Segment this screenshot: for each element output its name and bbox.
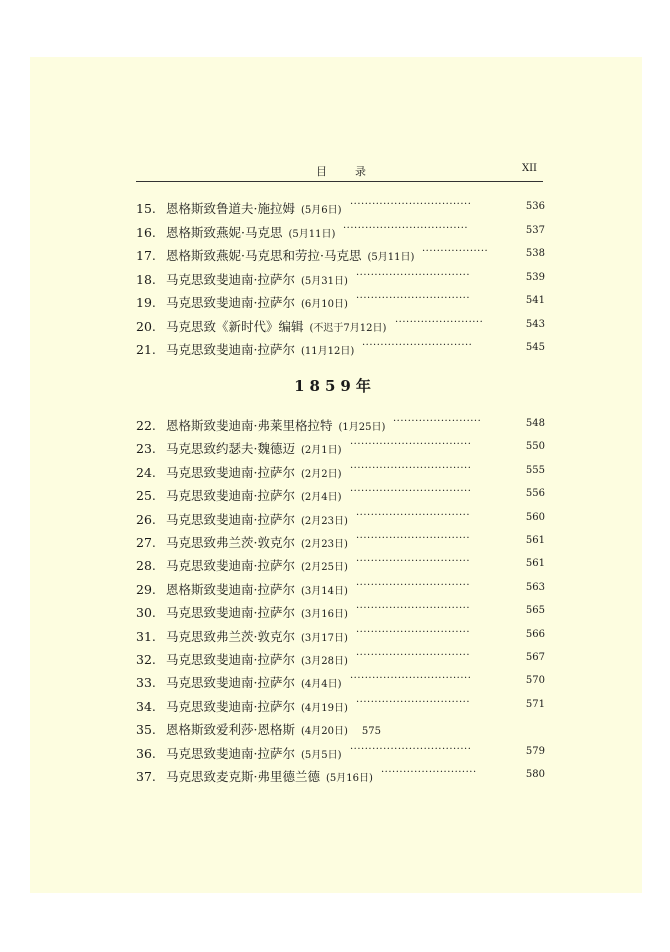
entry-date: (不迟于7月12日)	[309, 322, 387, 334]
entry-title: 马克思致斐迪南·拉萨尔	[166, 511, 295, 527]
toc-entry[interactable]	[136, 510, 545, 530]
entry-date: (5月16日)	[325, 773, 373, 784]
entry-page-number: 548	[525, 418, 545, 429]
entry-page-number: 570	[525, 675, 545, 687]
year-heading: 1859年	[294, 377, 376, 395]
entry-date: (2月25日)	[300, 562, 348, 574]
toc-entry[interactable]	[136, 317, 545, 337]
entry-title: 马克思致斐迪南·拉萨尔	[166, 675, 295, 691]
entry-number: 37.	[136, 769, 156, 784]
entry-date: (3月28日)	[300, 656, 348, 667]
entry-title: 恩格斯致爱利莎·恩格斯	[166, 722, 295, 738]
toc-entry[interactable]	[136, 340, 545, 360]
entry-date: (5月11日)	[367, 252, 415, 263]
entry-number: 29.	[136, 581, 156, 597]
entry-title: 马克思致麦克斯·弗里德兰德	[166, 769, 320, 784]
entry-number: 30.	[136, 605, 156, 621]
entry-page-number: 541	[525, 295, 545, 306]
entry-title: 马克思致斐迪南·拉萨尔	[166, 558, 295, 574]
leader-dots: ······························	[362, 340, 473, 351]
toc-entry[interactable]	[136, 767, 545, 787]
entry-date: (4月19日)	[300, 702, 348, 714]
header-title: 目录	[316, 165, 394, 178]
toc-entry[interactable]	[136, 627, 545, 647]
leader-dots: ························	[395, 316, 484, 328]
leader-dots: ·································	[350, 199, 472, 210]
leader-dots: ·································	[350, 439, 472, 451]
toc-entry[interactable]	[136, 556, 545, 576]
entry-number: 15.	[136, 201, 156, 216]
leader-dots: ·································	[350, 462, 472, 474]
entry-title: 马克思致斐迪南·拉萨尔	[166, 698, 295, 714]
toc-entry[interactable]	[136, 439, 545, 459]
toc-entry[interactable]	[136, 223, 545, 243]
entry-number: 23.	[136, 441, 156, 457]
entry-date: (5月6日)	[300, 205, 342, 216]
entry-title: 马克思致《新时代》编辑	[166, 318, 304, 334]
entry-date: (3月17日)	[300, 632, 348, 644]
toc-entry[interactable]	[136, 697, 545, 717]
entry-title: 马克思致约瑟夫·魏德迈	[166, 441, 295, 457]
entry-page-number: 555	[525, 464, 545, 476]
entry-number: 19.	[136, 295, 156, 310]
entry-number: 31.	[136, 628, 156, 644]
leader-dots: ·······························	[356, 533, 471, 544]
entry-page-number: 580	[525, 769, 545, 780]
entry-date: (2月2日)	[300, 468, 342, 480]
entry-number: 34.	[136, 698, 156, 714]
entry-title: 马克思致斐迪南·拉萨尔	[166, 464, 295, 480]
entry-number: 26.	[136, 511, 156, 527]
entry-page-number: 563	[525, 581, 545, 593]
entry-page-number: 565	[525, 605, 545, 617]
entry-date: (11月12日)	[300, 346, 355, 357]
entry-date: (5月11日)	[288, 228, 336, 240]
leader-dots: ·······························	[356, 603, 471, 615]
entry-page-number: 560	[525, 511, 545, 523]
leader-dots: ·································	[350, 486, 472, 498]
toc-entry[interactable]	[136, 673, 545, 693]
entry-number: 24.	[136, 464, 156, 480]
entry-number: 25.	[136, 488, 156, 504]
leader-dots: ·······························	[356, 650, 471, 661]
entry-page-number: 545	[525, 342, 545, 353]
entry-page-number: 579	[525, 745, 545, 757]
entry-page-number: 567	[525, 652, 545, 663]
entry-number: 17.	[136, 248, 156, 263]
leader-dots: ·······························	[356, 509, 471, 521]
toc-entry[interactable]	[136, 293, 545, 313]
header-page-number: XII	[521, 163, 537, 174]
entry-number: 18.	[136, 271, 156, 287]
entry-date: (2月1日)	[300, 445, 342, 457]
toc-entry[interactable]	[136, 199, 545, 219]
entry-title: 恩格斯致燕妮·马克思	[166, 224, 283, 240]
entry-page-number: 536	[525, 201, 545, 212]
entry-page-number: 550	[525, 441, 545, 453]
leader-dots: ·······························	[356, 293, 471, 304]
leader-dots: ··································	[343, 222, 469, 234]
entry-date: (2月23日)	[300, 515, 348, 527]
entry-number: 36.	[136, 745, 156, 761]
entry-number: 28.	[136, 558, 156, 574]
entry-title: 马克思致斐迪南·拉萨尔	[166, 652, 295, 667]
leader-dots: ··················	[422, 246, 489, 257]
entry-date: (5月31日)	[300, 275, 348, 287]
entry-date: (3月14日)	[300, 585, 348, 597]
entry-page-number: 566	[525, 628, 545, 640]
entry-page-number: 556	[525, 488, 545, 500]
toc-entry[interactable]	[136, 744, 545, 764]
running-header	[136, 161, 543, 182]
entry-page-number: 538	[525, 248, 545, 259]
leader-dots: ·······························	[356, 579, 471, 591]
entry-title: 恩格斯致斐迪南·弗莱里格拉特	[166, 418, 333, 433]
entry-title: 马克思致斐迪南·拉萨尔	[166, 295, 295, 310]
entry-page-number: 539	[525, 271, 545, 283]
entry-title: 马克思致弗兰茨·敦克尔	[166, 628, 295, 644]
leader-dots: ·································	[350, 743, 472, 755]
entry-date: (4月4日)	[300, 679, 342, 691]
toc-entry[interactable]	[136, 416, 545, 436]
toc-entry[interactable]	[136, 270, 545, 290]
leader-dots: ·······························	[356, 269, 471, 281]
entry-title: 马克思致弗兰茨·敦克尔	[166, 535, 295, 550]
entry-number: 20.	[136, 318, 156, 334]
entry-title: 恩格斯致燕妮·马克思和劳拉·马克思	[166, 248, 362, 263]
entry-page-number: 537	[525, 224, 545, 236]
entry-title: 马克思致斐迪南·拉萨尔	[166, 342, 295, 357]
leader-dots: ·································	[350, 673, 472, 685]
entry-page-number: 575	[361, 726, 381, 738]
toc-entry[interactable]	[136, 533, 545, 553]
toc-entry[interactable]	[136, 486, 545, 506]
entry-number: 16.	[136, 224, 156, 240]
toc-entry[interactable]	[136, 463, 545, 483]
entry-title: 马克思致斐迪南·拉萨尔	[166, 605, 295, 621]
toc-entry[interactable]	[136, 580, 545, 600]
leader-dots: ·······························	[356, 556, 471, 568]
entry-number: 35.	[136, 722, 156, 738]
entry-date: (4月20日)	[300, 726, 348, 738]
leader-dots: ··························	[381, 767, 477, 778]
leader-dots: ·······························	[356, 696, 471, 708]
entry-title: 恩格斯致鲁道夫·施拉姆	[166, 201, 295, 216]
entry-page-number: 561	[525, 535, 545, 546]
entry-date: (5月5日)	[300, 749, 342, 761]
toc-entry[interactable]	[136, 603, 545, 623]
entry-number: 33.	[136, 675, 156, 691]
toc-entry[interactable]	[136, 720, 545, 740]
entry-date: (2月4日)	[300, 492, 342, 504]
entry-title: 马克思致斐迪南·拉萨尔	[166, 271, 295, 287]
entry-page-number: 543	[525, 318, 545, 330]
entry-title: 马克思致斐迪南·拉萨尔	[166, 488, 295, 504]
entry-number: 27.	[136, 535, 156, 550]
entry-title: 恩格斯致斐迪南·拉萨尔	[166, 581, 295, 597]
entry-date: (6月10日)	[300, 299, 348, 310]
entry-date: (1月25日)	[338, 422, 386, 433]
entry-title: 马克思致斐迪南·拉萨尔	[166, 745, 295, 761]
leader-dots: ·······························	[356, 626, 471, 638]
leader-dots: ························	[393, 416, 482, 427]
entry-number: 32.	[136, 652, 156, 667]
entry-date: (3月16日)	[300, 609, 348, 621]
entry-page-number: 571	[525, 698, 545, 710]
toc-entry[interactable]	[136, 246, 545, 266]
entry-date: (2月23日)	[300, 539, 348, 550]
entry-page-number: 561	[525, 558, 545, 570]
toc-entry[interactable]	[136, 650, 545, 670]
entry-number: 22.	[136, 418, 156, 433]
entry-number: 21.	[136, 342, 156, 357]
